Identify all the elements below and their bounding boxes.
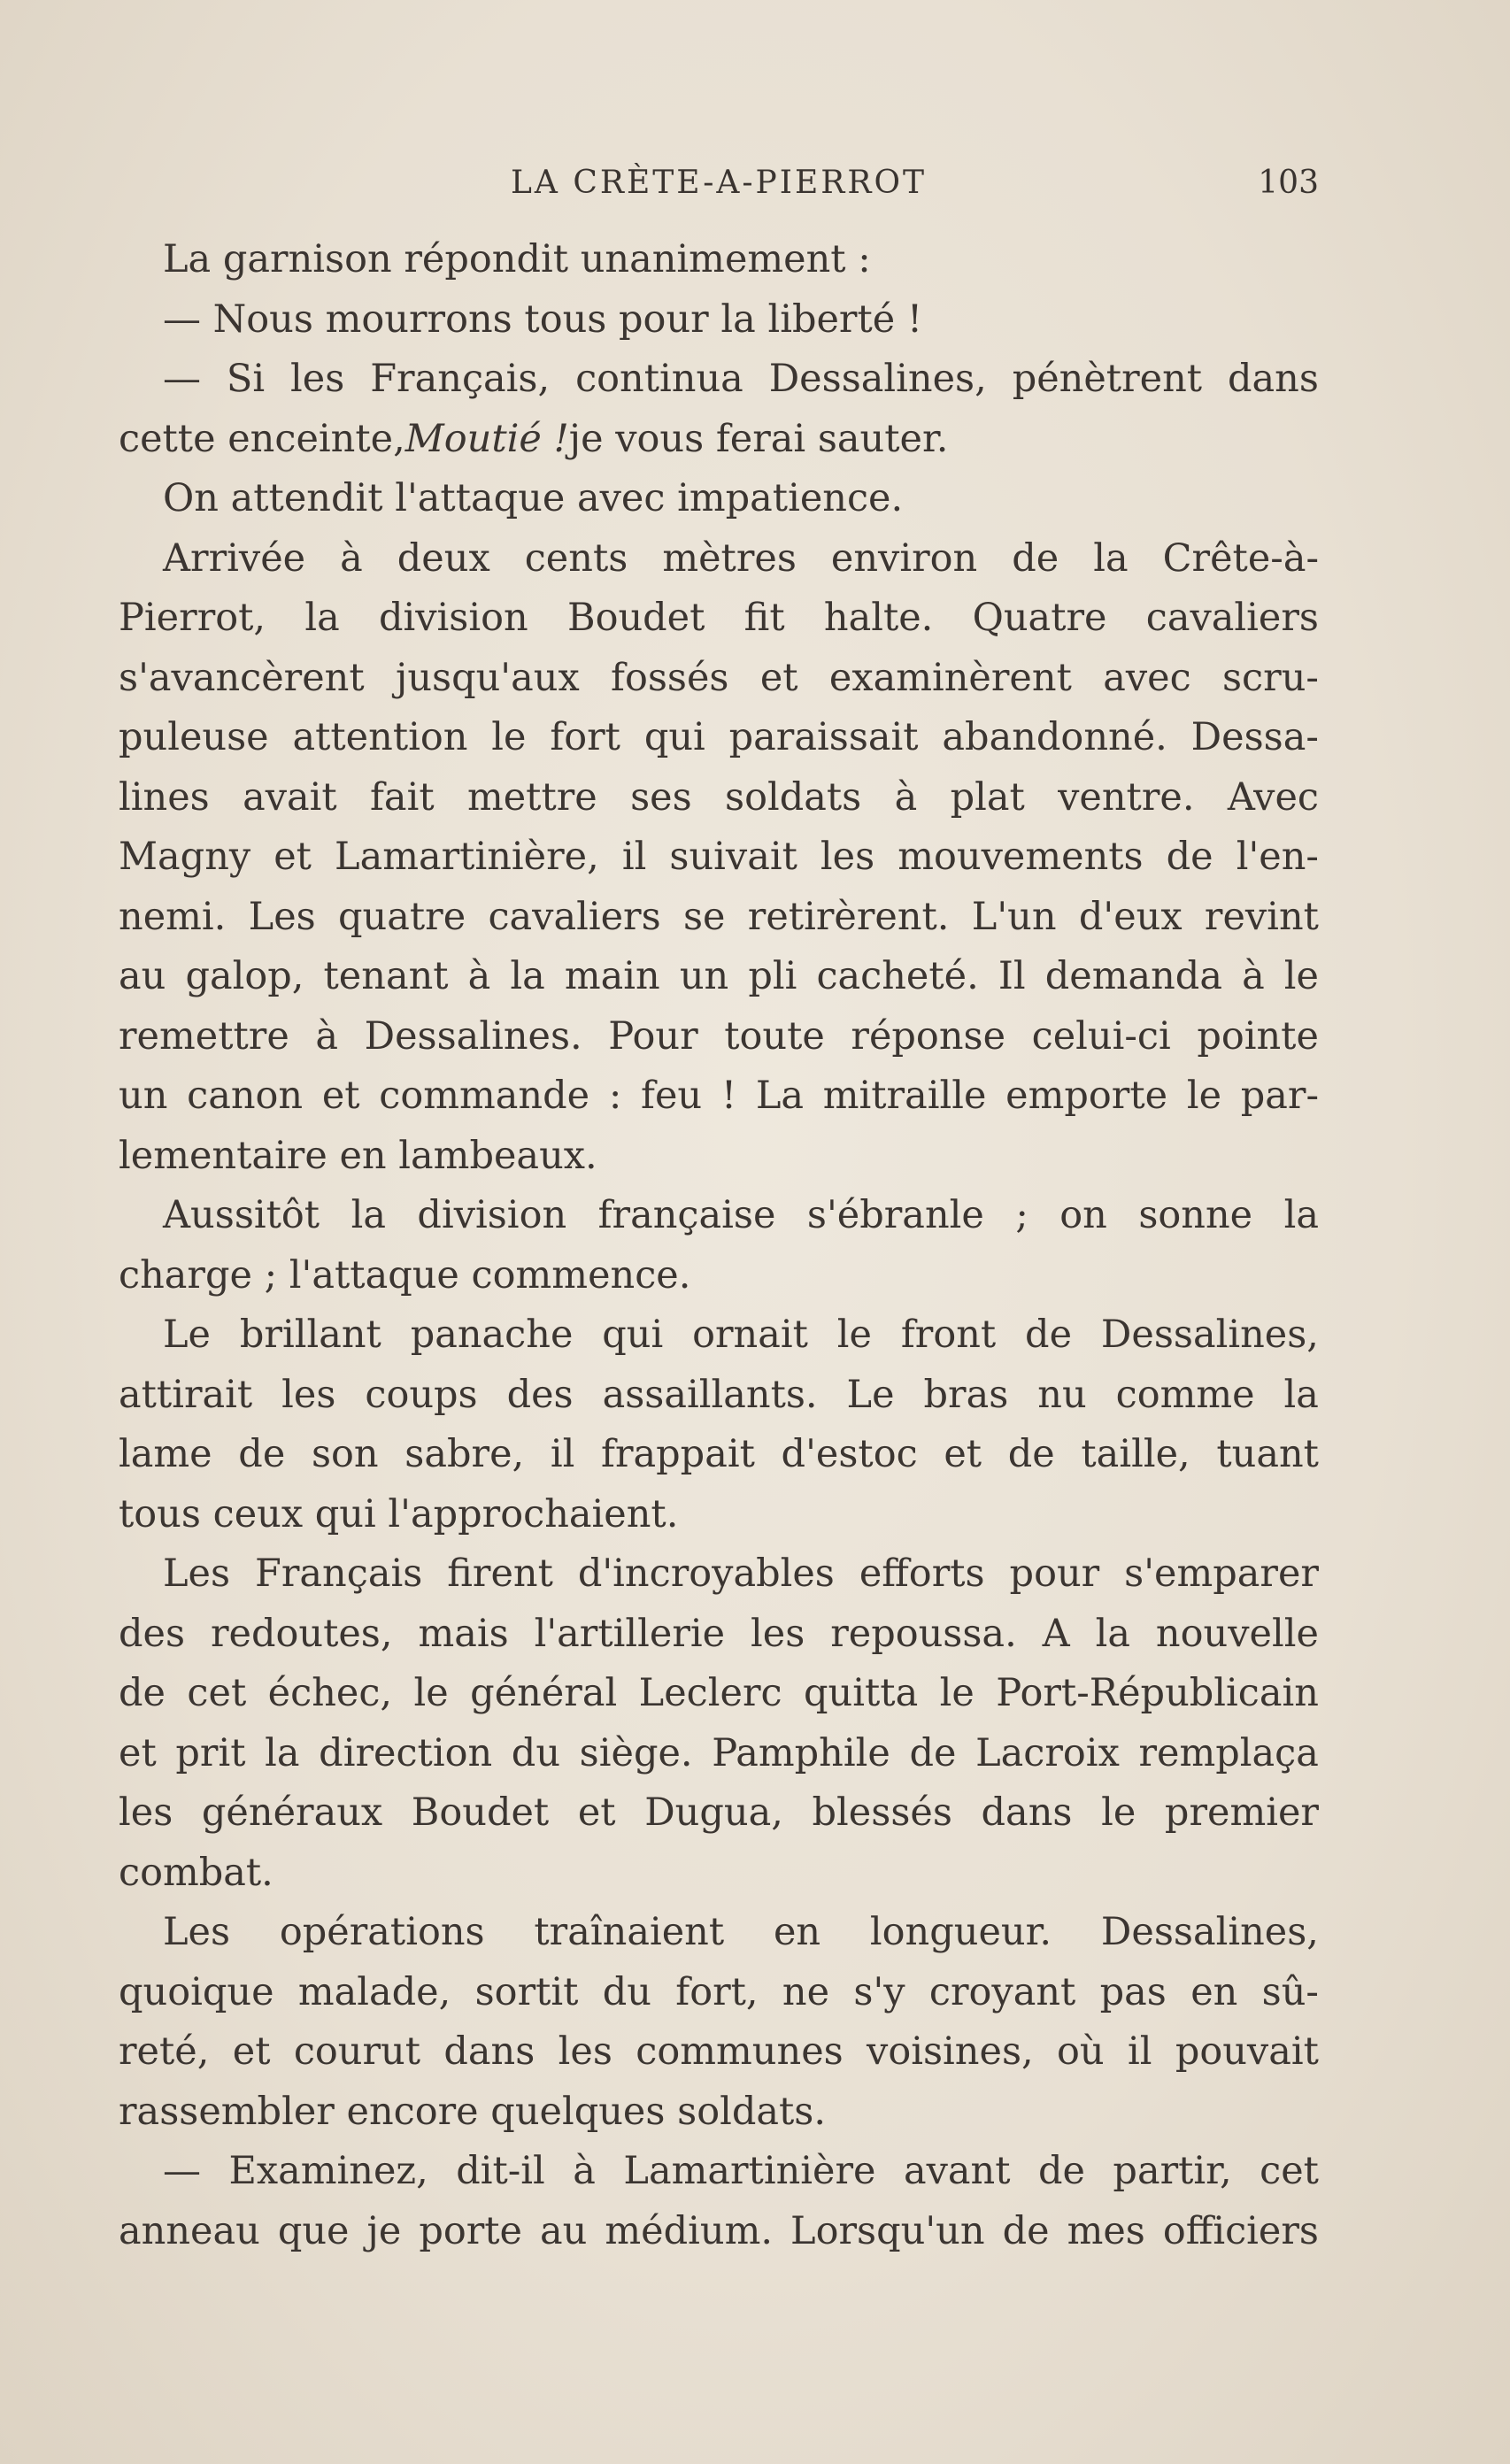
text-line: au galop, tenant à la main un pli cacheté. Il demanda à le xyxy=(119,954,1319,998)
text-line: Le brillant panache qui ornait le front de Dessalines, xyxy=(163,1313,1319,1357)
text-line: tous ceux qui l'approchaient. xyxy=(119,1491,679,1536)
text-line: et prit la direction du siège. Pamphile de Lacroix remplaça xyxy=(119,1730,1319,1775)
text-line: s'avancèrent jusqu'aux fossés et examinèrent avec scru- xyxy=(119,655,1319,700)
text-line: de cet échec, le général Leclerc quitta le Port-Républicain xyxy=(119,1671,1319,1715)
text-line: remettre à Dessalines. Pour toute réponse celui-ci pointe xyxy=(119,1013,1319,1059)
running-title: LA CRÈTE-A-PIERROT xyxy=(510,165,928,201)
text-line: nemi. Les quatre cavaliers se retirèrent. L'un d'eux revint xyxy=(119,894,1319,939)
text-line: lines avait fait mettre ses soldats à plat ventre. Avec xyxy=(119,774,1319,820)
text-line: Magny et Lamartinière, il suivait les mouvements de l'en- xyxy=(119,835,1319,879)
text-line: rassembler encore quelques soldats. xyxy=(119,2089,827,2134)
text-line: les généraux Boudet et Dugua, blessés dans le premier xyxy=(119,1790,1319,1835)
text-line: cette enceinte, Moutié ! je vous ferai sauter. xyxy=(119,416,949,461)
text-line: — Nous mourrons tous pour la liberté ! xyxy=(163,296,923,342)
text-line: reté, et courut dans les communes voisines, où il pouvait xyxy=(119,2029,1319,2074)
text-line: attirait les coups des assaillants. Le bras nu comme la xyxy=(119,1372,1319,1417)
text-line: un canon et commande : feu ! La mitraille emporte le par- xyxy=(119,1074,1319,1118)
text-line: anneau que je porte au médium. Lorsqu'un de mes officiers xyxy=(119,2208,1319,2253)
text-line: lame de son sabre, il frappait d'estoc et de taille, tuant xyxy=(119,1432,1319,1476)
text-line: puleuse attention le fort qui paraissait abandonné. Dessa- xyxy=(119,715,1319,759)
text-line: quoique malade, sortit du fort, ne s'y croyant pas en sû- xyxy=(119,1969,1319,2014)
page-number: 103 xyxy=(1258,165,1319,201)
text-line: Pierrot, la division Boudet fit halte. Quatre cavaliers xyxy=(119,596,1319,640)
body-text xyxy=(119,230,1319,2261)
text-line: La garnison répondit unanimement : xyxy=(163,237,871,281)
text-line: Arrivée à deux cents mètres environ de la Crête-à- xyxy=(163,535,1319,581)
text-line: lementaire en lambeaux. xyxy=(119,1133,597,1178)
text-line: charge ; l'attaque commence. xyxy=(119,1252,691,1297)
text-line: des redoutes, mais l'artillerie les repoussa. A la nouvelle xyxy=(119,1611,1319,1656)
text-line: On attendit l'attaque avec impatience. xyxy=(163,476,904,520)
page-header xyxy=(119,165,1319,218)
text-line: — Examinez, dit-il à Lamartinière avant de partir, cet xyxy=(163,2149,1319,2193)
text-line: Aussitôt la division française s'ébranle ; on sonne la xyxy=(163,1193,1319,1237)
text-line: combat. xyxy=(119,1850,273,1895)
text-line: Les Français firent d'incroyables efforts pour s'emparer xyxy=(163,1552,1319,1596)
text-line: Les opérations traînaient en longueur. Dessalines, xyxy=(163,1910,1319,1954)
text-line: — Si les Français, continua Dessalines, pénètrent dans xyxy=(163,357,1319,401)
